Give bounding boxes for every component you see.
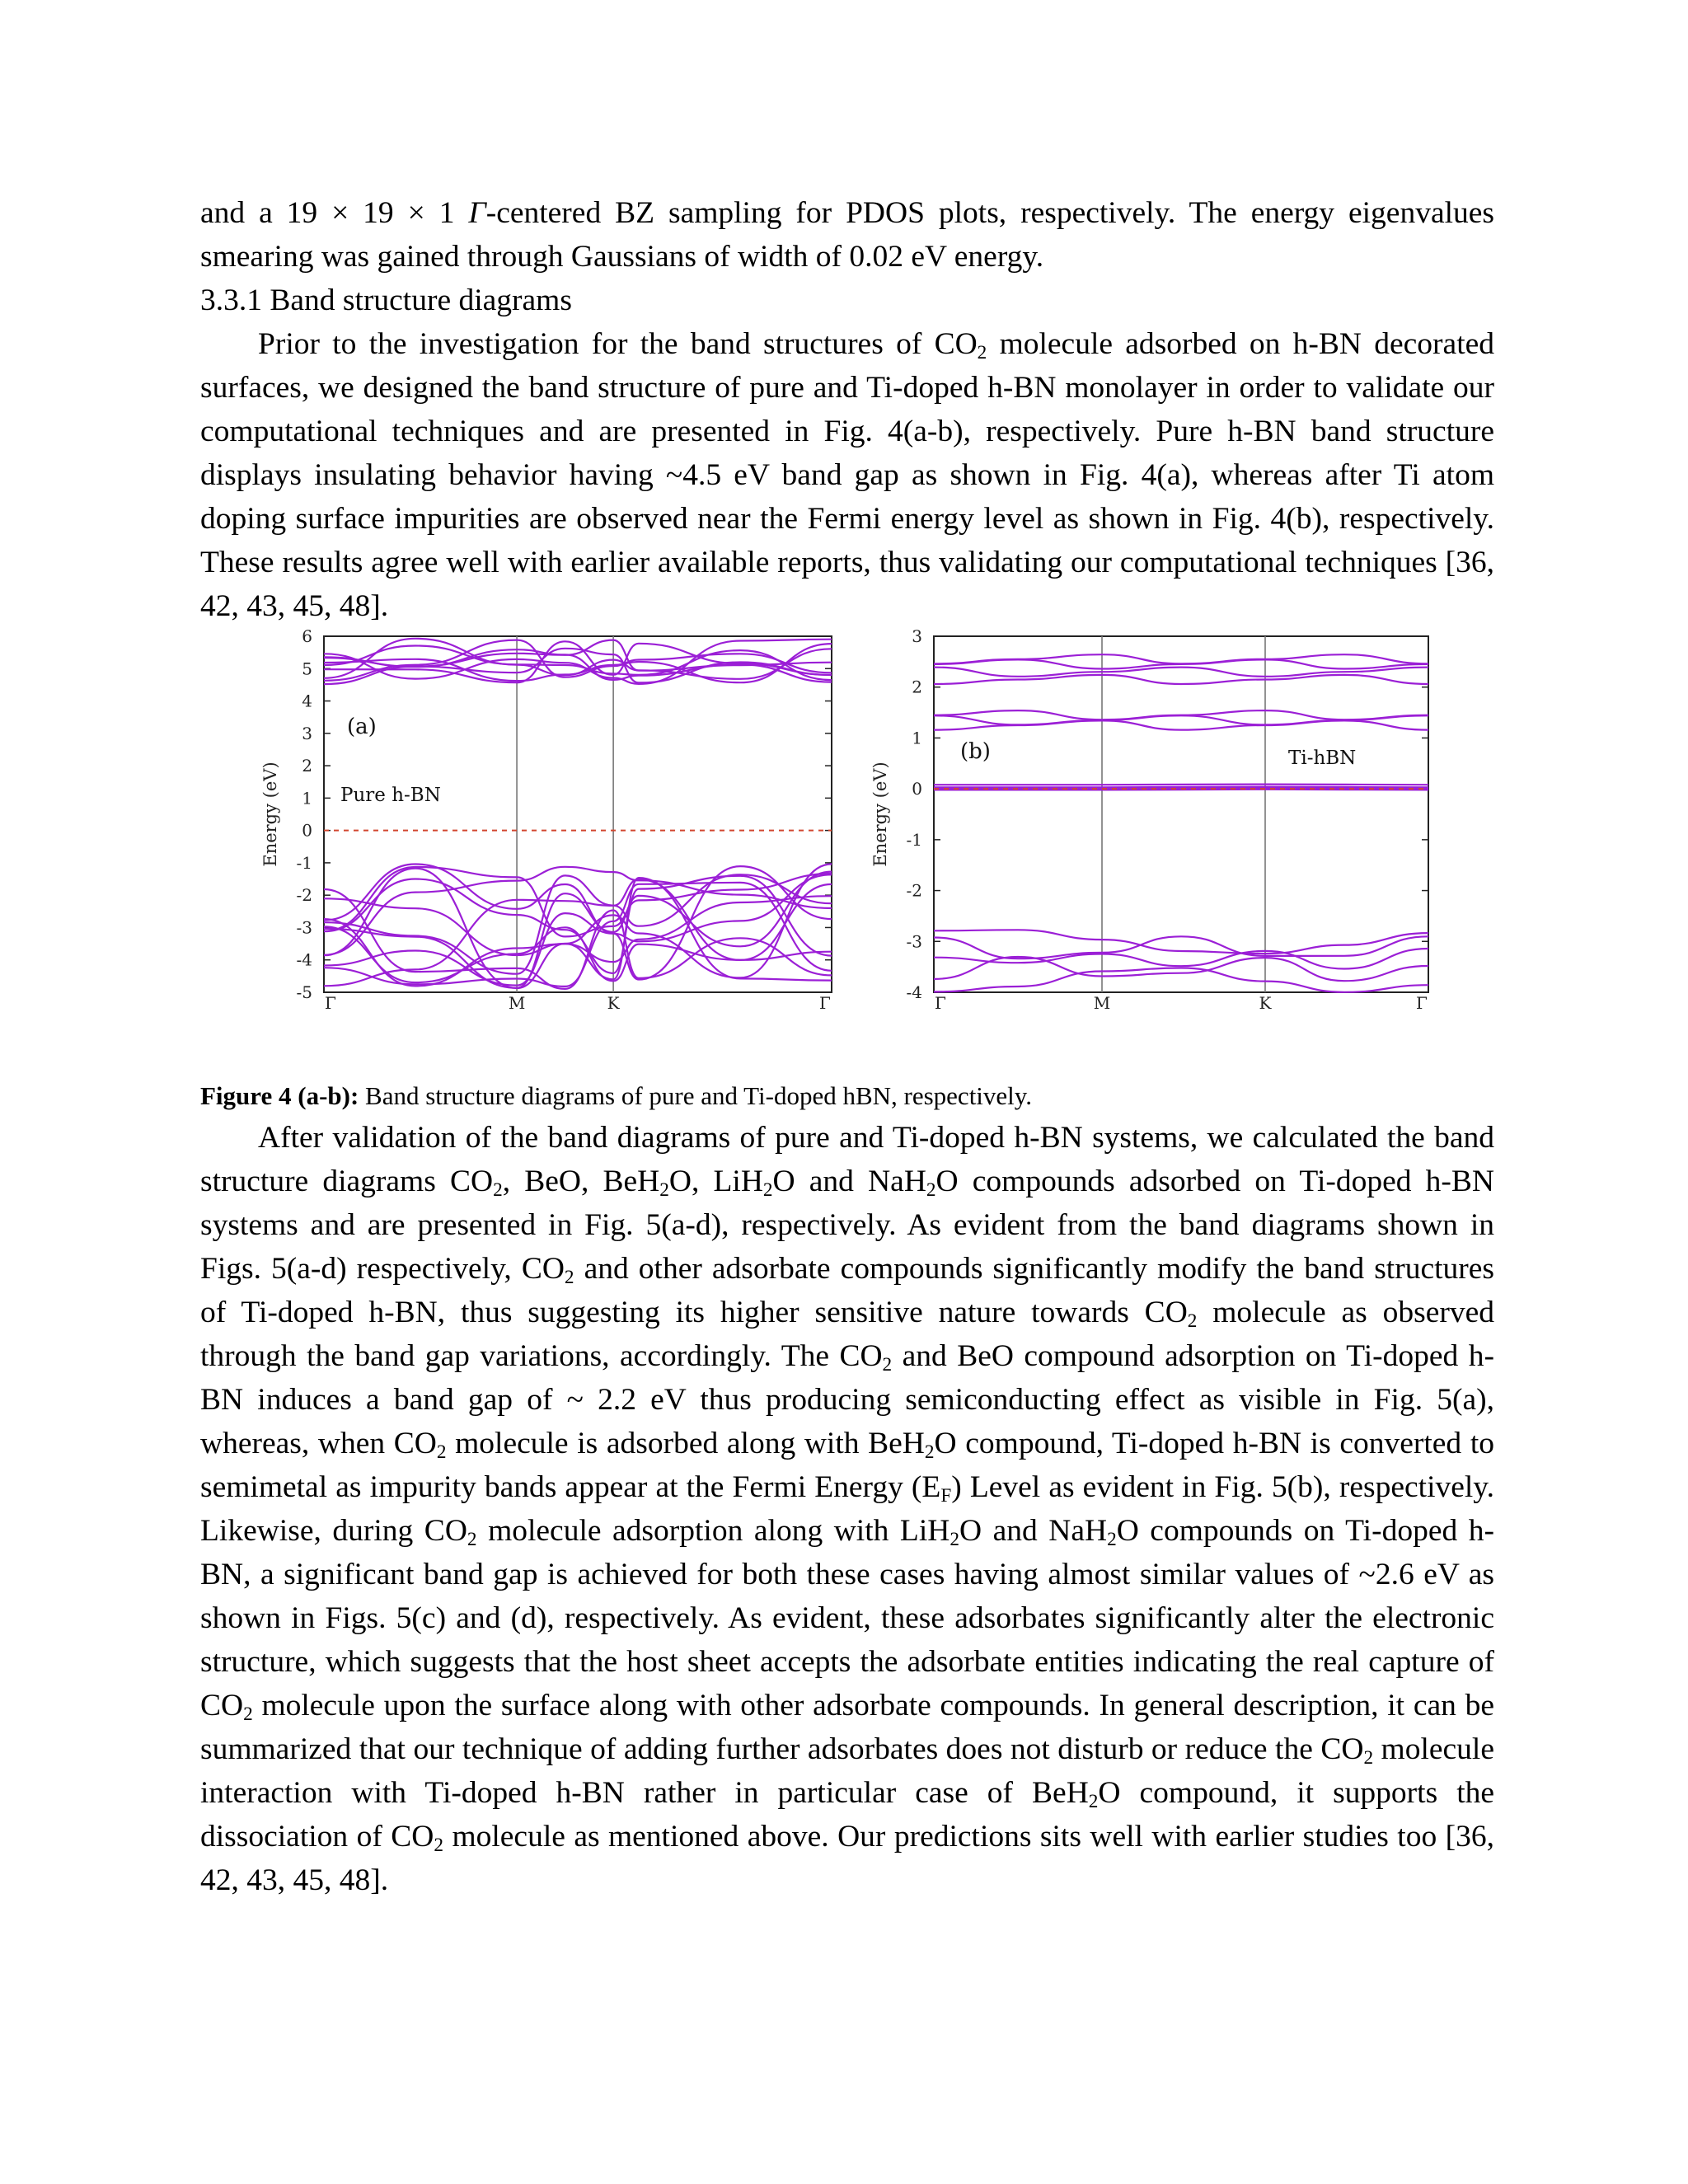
figure-4: [200, 628, 1494, 1080]
section-heading: 3.3.1 Band structure diagrams: [200, 284, 572, 317]
energy-band: [934, 930, 1428, 954]
text-run: O and NaH: [772, 1165, 926, 1198]
y-tick-label: -2: [296, 885, 312, 906]
subscript: 2: [564, 1266, 574, 1288]
text-run: -centered BZ sampling for PDOS plots, respectively. The energy eigenvalues smearing was gained through Gaussians of width of 0.02 eV energy.: [200, 196, 1494, 274]
text-run: molecule as observed through the band gap variations, accordingly. The CO: [200, 1296, 1494, 1373]
caption-text: Band structure diagrams of pure and Ti-doped hBN, respectively.: [359, 1081, 1033, 1110]
caption-label: Figure 4 (a-b):: [200, 1081, 359, 1110]
inset-label: Ti-hBN: [1288, 748, 1357, 769]
y-tick-label: -1: [906, 829, 922, 850]
subscript: 2: [1088, 1790, 1099, 1812]
text-run: O compounds adsorbed on Ti-doped h-BN systems and are presented in Fig. 5(a-d), respectively. As evident from the band diagrams shown in Figs. 5(a-d) respectively, CO: [200, 1165, 1494, 1286]
energy-band: [324, 889, 832, 989]
y-tick-label: 4: [302, 691, 312, 711]
y-tick-label: 2: [912, 677, 922, 697]
text-run: molecule is adsorbed along with BeH: [446, 1427, 925, 1460]
subscript: 2: [243, 1703, 253, 1725]
y-tick-label: 1: [912, 728, 922, 748]
text-run: O and NaH: [959, 1514, 1108, 1548]
subscript: 2: [1363, 1746, 1374, 1769]
y-tick-label: -2: [906, 880, 922, 901]
text-run: Prior to the investigation for the band structures of CO: [258, 327, 978, 361]
y-tick-label: -3: [906, 931, 922, 952]
text-run: and BeO compound adsorption on Ti-doped h-BN induces a band gap of ~ 2.2 eV thus producing semiconducting effect as visible in Fig. 5(a), whereas, when CO: [200, 1339, 1494, 1460]
subscript: 2: [493, 1179, 503, 1201]
gamma-symbol: Γ: [468, 196, 486, 230]
text-run: and a 19 × 19 × 1: [200, 196, 469, 230]
subscript: 2: [926, 1179, 936, 1201]
subscript: 2: [467, 1528, 477, 1550]
text-run: molecule adsorption along with LiH: [476, 1514, 950, 1548]
text-run: O compounds on Ti-doped h-BN, a significant band gap is achieved for both these cases having almost similar values of ~2.6 eV as shown in Figs. 5(c) and (d), respectively. As evident, these adsorbates significantly alter the electronic structure, which suggests that the host sheet accepts the adsorbate entities indicating the real capture of CO: [200, 1514, 1494, 1722]
energy-band: [934, 936, 1428, 958]
subscript: 2: [924, 1441, 935, 1463]
y-tick-label: 1: [302, 788, 312, 808]
subscript: 2: [1107, 1528, 1117, 1550]
subscript: 2: [434, 1834, 443, 1856]
text-run: molecule adsorbed on h-BN decorated surfaces, we designed the band structure of pure and Ti-doped h-BN monolayer in order to validate our computational techniques and are presented in Fig. 4(a-b), respectively. Pure h-BN band structure displays insulating behavior having ~4.5 eV band gap as shown in Fig. 4(a), whereas after Ti atom doping surface impurities are observed near the Fermi energy level as shown in Fig. 4(b), respectively. These results agree well with earlier available reports, thus validating our computational techniques [36, 42, 43, 45, 48].: [200, 327, 1495, 623]
text-run: ) Level as evident in Fig. 5(b), respectively. Likewise, during CO: [200, 1470, 1494, 1548]
y-axis-label: Energy (eV): [260, 762, 280, 867]
energy-band: [934, 720, 1428, 729]
intro-paragraph: [200, 191, 1494, 279]
subscript: 2: [950, 1528, 959, 1550]
band-structure-paragraph: [200, 322, 1494, 628]
y-tick-label: -5: [296, 982, 312, 1002]
k-point-label: Γ: [819, 993, 831, 1013]
y-axis-label: Energy (eV): [870, 762, 890, 867]
subscript: F: [940, 1484, 952, 1507]
k-point-label: K: [1259, 993, 1272, 1013]
y-tick-label: 3: [302, 723, 312, 743]
k-point-label: M: [1093, 993, 1111, 1013]
subscript: 2: [882, 1353, 893, 1376]
subscript: 2: [436, 1441, 447, 1463]
y-tick-label: 0: [912, 779, 922, 799]
k-point-label: K: [607, 993, 620, 1013]
y-tick-label: -3: [296, 917, 312, 938]
results-paragraph: [200, 1116, 1494, 1902]
text-run: After validation of the band diagrams of pure and Ti-doped h-BN systems, we calculated the band structure diagrams CO: [200, 1121, 1494, 1198]
subscript: 2: [977, 341, 987, 363]
band-structure-figure: [200, 628, 1494, 1080]
inset-label: Pure h-BN: [340, 785, 441, 806]
panel-label: (b): [960, 739, 991, 764]
y-tick-label: -1: [296, 852, 312, 873]
text-run: O compound, Ti-doped h-BN is converted to semimetal as impurity bands appear at the Fermi Energy (E: [200, 1427, 1494, 1504]
subscript: 2: [1187, 1310, 1198, 1332]
text-run: molecule upon the surface along with other adsorbate compounds. In general description, it can be summarized that our technique of adding further adsorbates does not disturb or reduce the CO: [200, 1689, 1494, 1766]
energy-band: [934, 787, 1428, 788]
subscript: 2: [659, 1179, 669, 1201]
k-point-label: Γ: [935, 993, 946, 1013]
y-tick-label: -4: [906, 982, 922, 1002]
band-lines: [324, 639, 832, 989]
panel-label: (a): [347, 715, 377, 739]
y-tick-label: 5: [302, 658, 312, 679]
k-point-label: Γ: [1416, 993, 1428, 1013]
plot-frame: [934, 636, 1428, 992]
panel-b-band-structure: [870, 628, 1428, 1013]
energy-band: [324, 878, 832, 981]
y-tick-label: -4: [296, 949, 312, 970]
y-tick-label: 3: [912, 628, 922, 646]
document-page: [200, 191, 1494, 1902]
text-run: O compound, it supports the dissociation of CO: [200, 1776, 1495, 1854]
text-run: , BeO, BeH: [502, 1165, 660, 1198]
text-run: molecule interaction with Ti-doped h-BN rather in particular case of BeH: [200, 1732, 1494, 1810]
figure-caption: [200, 1080, 1494, 1113]
text-run: and other adsorbate compounds significantly modify the band structures of Ti-doped h-BN, thus suggesting its higher sensitive nature towards CO: [200, 1252, 1494, 1329]
band-lines: [934, 654, 1428, 992]
y-tick-label: 0: [302, 820, 312, 841]
k-point-label: Γ: [325, 993, 336, 1013]
y-tick-label: 2: [302, 756, 312, 776]
y-tick-label: 6: [302, 628, 312, 646]
k-point-label: M: [508, 993, 526, 1013]
text-run: molecule as mentioned above. Our predictions sits well with earlier studies too [36, 42, 43, 45, 48].: [200, 1820, 1494, 1897]
text-run: O, LiH: [668, 1165, 763, 1198]
panel-a-band-structure: [260, 628, 832, 1013]
subscript: 2: [762, 1179, 773, 1201]
